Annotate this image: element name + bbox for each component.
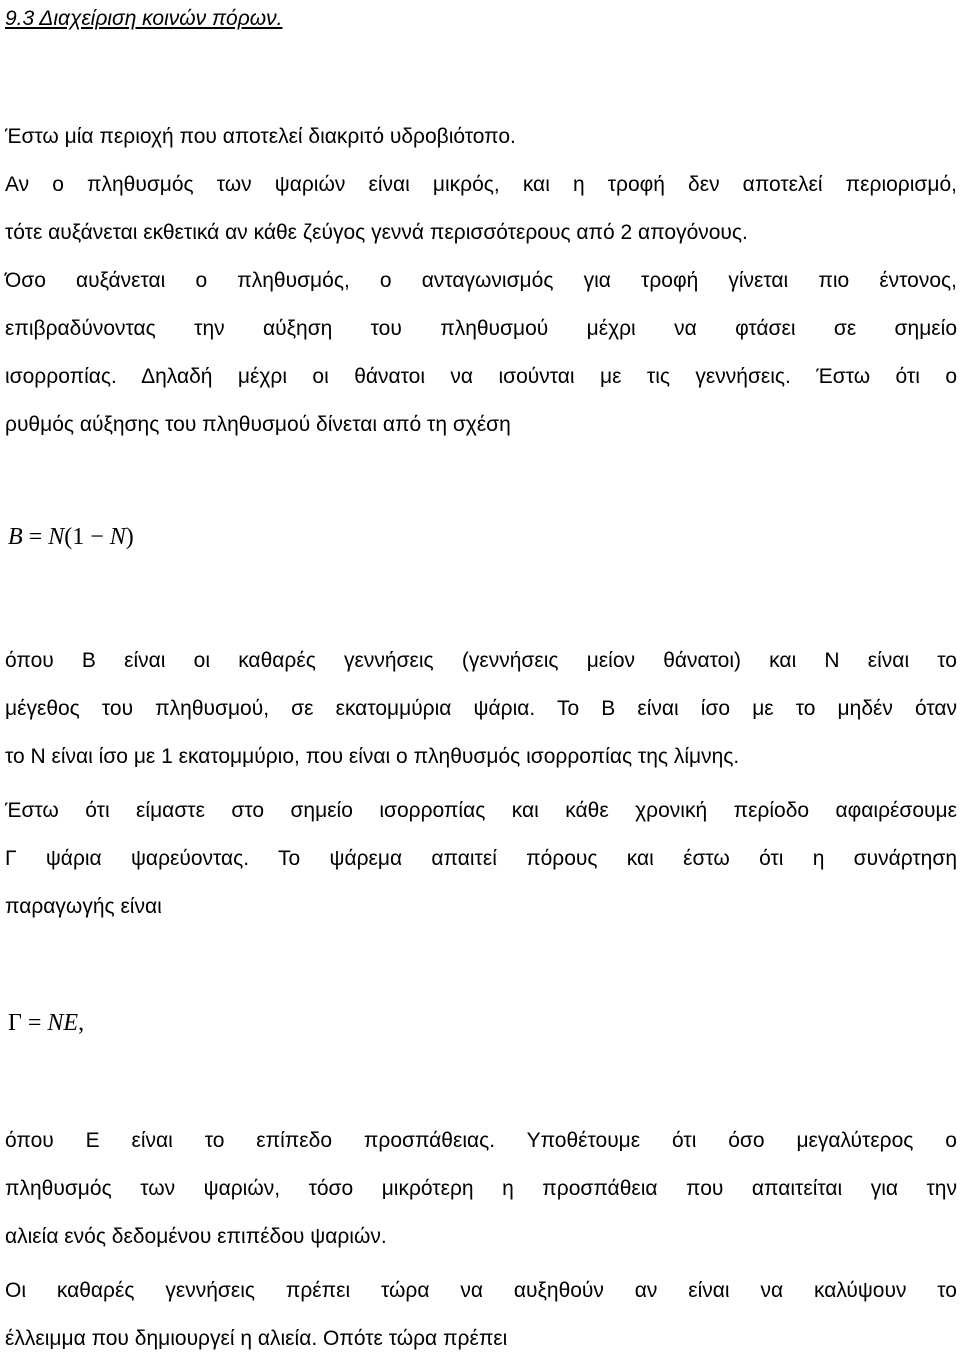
text-line: πληθυσμός των ψαριών, τόσο μικρότερη η προσπάθεια που απαιτείται για την <box>5 1177 957 1200</box>
text-line: μέγεθος του πληθυσμού, σε εκατομμύρια ψάρια. Το B είναι ίσο με το μηδέν όταν <box>5 697 957 720</box>
text-line: Οι καθαρές γεννήσεις πρέπει τώρα να αυξηθούν αν είναι να καλύψουν το <box>5 1279 957 1302</box>
text-line: παραγωγής είναι <box>5 895 162 918</box>
formula-minus: − <box>90 524 104 550</box>
formula-production <box>8 1008 84 1038</box>
formula-equals: = <box>28 524 43 550</box>
text-line: ρυθμός αύξησης του πληθυσμού δίνεται από τη σχέση <box>5 413 511 436</box>
text-line: Αν ο πληθυσμός των ψαριών είναι μικρός, και η τροφή δεν αποτελεί περιορισμό, <box>5 173 957 196</box>
text-line: το N είναι ίσο με 1 εκατομμύριο, που είναι ο πληθυσμός ισορροπίας της λίμνης. <box>5 745 740 768</box>
text-line: Όσο αυξάνεται ο πληθυσμός, ο ανταγωνισμός για τροφή γίνεται πιο έντονος, <box>5 269 957 292</box>
formula-paren: (1 <box>64 524 85 550</box>
formula-var: NE <box>47 1010 79 1036</box>
section-heading: 9.3 Διαχείριση κοινών πόρων. <box>5 7 283 30</box>
text-line: επιβραδύνοντας την αύξηση του πληθυσμού μέχρι να φτάσει σε σημείο <box>5 317 957 340</box>
text-line: Γ ψάρια ψαρεύοντας. Το ψάρεμα απαιτεί πόρους και έστω ότι η συνάρτηση <box>5 847 957 870</box>
formula-var: N <box>109 524 126 550</box>
text-line: αλιεία ενός δεδομένου επιπέδου ψαριών. <box>5 1225 387 1248</box>
text-line: όπου E είναι το επίπεδο προσπάθειας. Υποθέτουμε ότι όσο μεγαλύτερος ο <box>5 1129 957 1152</box>
text-line: όπου B είναι οι καθαρές γεννήσεις (γεννήσεις μείον θάνατοι) και N είναι το <box>5 649 957 672</box>
formula-var: N <box>48 524 65 550</box>
text-line: Έστω μία περιοχή που αποτελεί διακριτό υδροβιότοπο. <box>5 125 516 148</box>
text-line: τότε αυξάνεται εκθετικά αν κάθε ζεύγος γεννά περισσότερους από 2 απογόνους. <box>5 221 748 244</box>
text-line: έλλειμμα που δημιουργεί η αλιεία. Οπότε τώρα πρέπει <box>5 1327 508 1350</box>
text-line: ισορροπίας. Δηλαδή μέχρι οι θάνατοι να ισούνται με τις γεννήσεις. Έστω ότι ο <box>5 365 957 388</box>
formula-var: Γ <box>8 1010 22 1036</box>
formula-equals: = <box>27 1010 42 1036</box>
formula-comma: , <box>78 1010 85 1036</box>
formula-var: B <box>8 524 23 550</box>
formula-birth-rate <box>8 522 134 552</box>
formula-paren: ) <box>125 524 134 550</box>
text-line: Έστω ότι είμαστε στο σημείο ισορροπίας και κάθε χρονική περίοδο αφαιρέσουμε <box>5 799 957 822</box>
